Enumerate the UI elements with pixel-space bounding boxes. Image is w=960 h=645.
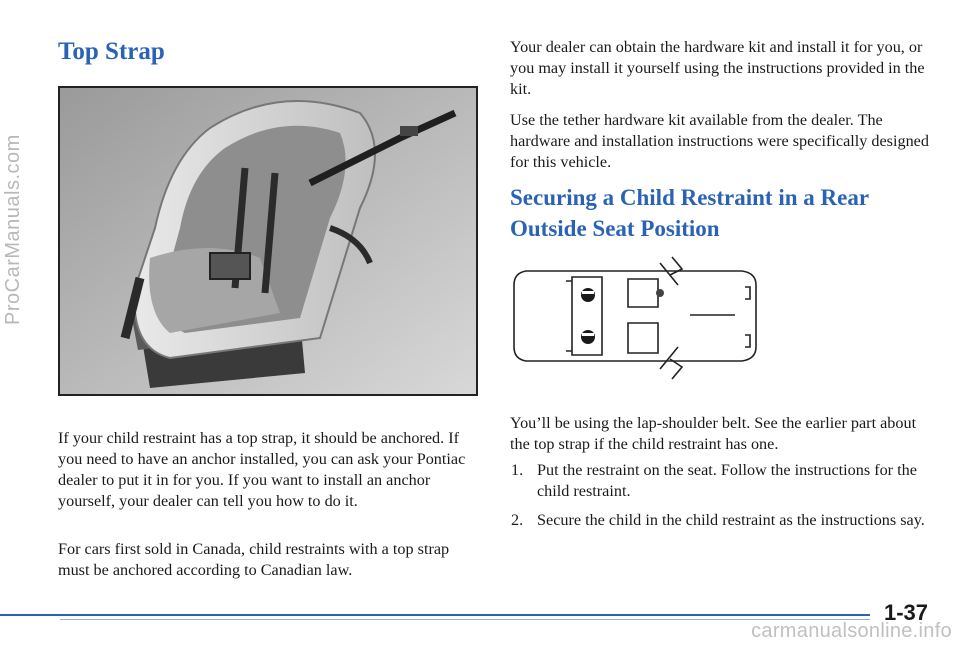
step-text: Put the restraint on the seat. Follow the instructions for the child restraint. [537,461,917,500]
page-number: 1-37 [884,600,929,625]
left-paragraph-2: For cars first sold in Canada, child restraints with a top strap must be anchored according to Canadian law. [58,540,450,579]
section-heading-securing: Securing a Child Restraint in a Rear Outside Seat Position [510,185,869,241]
list-item [510,460,930,502]
left-paragraph-1: If your child restraint has a top strap, it should be anchored. If you need to have an anchor installed, you can ask your Pontiac dealer to put it in for you. If you want to install an anchor yourself, your dealer can tell you how to do it. [58,429,466,510]
right-paragraph-2: Use the tether hardware kit available from the dealer. The hardware and installation instructions were specifically designed for this vehicle. [510,111,929,171]
step-number: 1. [511,461,524,479]
right-paragraph-1: Your dealer can obtain the hardware kit and install it for you, or you may install it yourself using the instructions provided in the kit. [510,38,925,98]
seat-position-diagram [510,255,760,385]
side-watermark: ProCarManuals.com [2,134,24,326]
car-top-view-diagram [510,255,760,385]
section-heading-top-strap: Top Strap [58,38,165,65]
child-safety-seat-photo [58,86,478,396]
footer-rule-thin [60,619,870,620]
bottom-watermark: carmanualsonline.info [751,620,952,642]
instruction-steps [510,460,930,539]
right-intro-paragraph: You’ll be using the lap-shoulder belt. See the earlier part about the top strap if the child restraint has one. [510,414,917,453]
child-seat-illustration [60,88,476,394]
footer-rule [0,614,870,616]
step-text: Secure the child in the child restraint as the instructions say. [537,511,925,529]
list-item [510,510,930,531]
step-number: 2. [511,511,524,529]
